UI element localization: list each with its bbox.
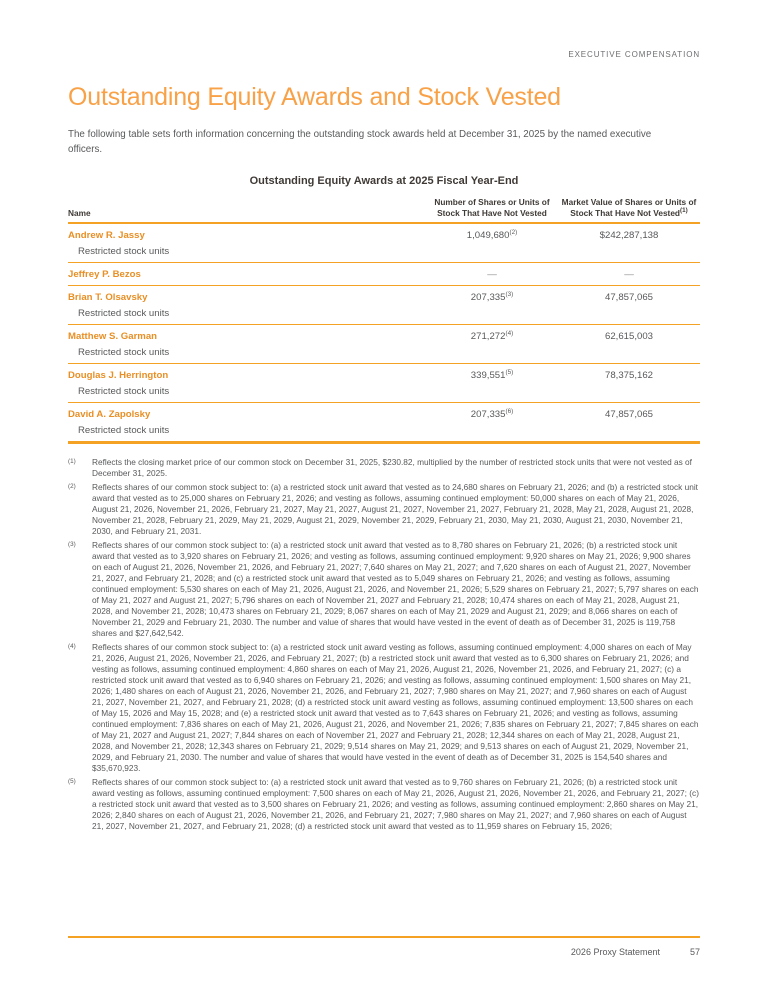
award-type-label: Restricted stock units	[78, 386, 170, 398]
footnote-ref: (1)	[68, 458, 76, 466]
award-type-label: Restricted stock units	[78, 425, 170, 437]
page-footer	[571, 947, 700, 957]
intro-paragraph: The following table sets forth information concerning the outstanding stock awards held at December 31, 2025 by the named executive officers.	[68, 129, 652, 155]
shares-value: 207,335	[470, 292, 506, 304]
market-value: 47,857,065	[604, 409, 653, 421]
footnote	[68, 642, 700, 774]
footnote-text: Reflects shares of our common stock subject to: (a) a restricted stock unit award vesting as follows, assuming continued employment: 4,000 shares on each of May 21, 2026, August 21, 2026, November 21, 2026, and February 21, 2027; (b) a restricted stock unit award that vested as to 6,300 shares on February 21, 2026; and vesting as follows, assuming continued employment: 4,860 shares on each of May 21, 2026, August 21, 2026, November 21, 2026, and February 21, 2027; (c) a restricted stock unit award that vested as to 6,940 shares on February 21, 2026; and vesting as follows, assuming continued employment: 1,500 shares on May 21, 2026; 1,480 shares on each of August 21, 2026, November 21, 2026, and February 21, 2027; 7,980 shares on May 21, 2027; and 7,960 shares on each of August 21, 2027, November 21, 2027, and February 21, 2028; (d) a restricted stock unit award vesting as follows, assuming continued employment: 13,500 shares on each of May 15, 2026 and May 15, 2028; and (e) a restricted stock unit award that vested as to 7,643 shares on February 21, 2026; and vesting as follows, assuming continued employment: 7,836 shares on each of May 21, 2026, August 21, 2026, and November 21, 2026; 7,835 shares on February 21, 2027; 7,845 shares on each of May 21, 2027 and August 21, 2027; 7,844 shares on each of November 21, 2027 and February 21, 2028; 12,344 shares on each of May 21, 2028, August 21, 2028, and November 21, 2028; 12,343 shares on February 21, 2029; 9,514 shares on May 21, 2029; and 9,513 shares on each of August 21, 2029, November 21, 2029, and February 21, 2030. The number and value of shares that would have vested in the event of death as of December 31, 2025 is 154,540 shares and $35,670,923.	[92, 642, 699, 774]
footnote-ref: (4)	[68, 643, 76, 651]
executive-name: Brian T. Olsavsky	[68, 292, 148, 304]
footnote	[68, 777, 700, 832]
market-value: $242,287,138	[599, 230, 659, 242]
shares-value: 1,049,680	[466, 230, 510, 242]
shares-not-vested	[426, 369, 558, 382]
market-value: 62,615,003	[604, 331, 653, 343]
award-type-label: Restricted stock units	[78, 246, 170, 258]
table-row	[68, 403, 700, 444]
executive-name: Andrew R. Jassy	[68, 230, 145, 242]
table-row	[68, 325, 700, 364]
footnote	[68, 540, 700, 639]
page-title: Outstanding Equity Awards and Stock Vested	[68, 83, 561, 111]
table-row	[68, 286, 700, 325]
shares-value: 271,272	[470, 331, 506, 343]
executive-name: Jeffrey P. Bezos	[68, 269, 141, 281]
footnote-text: Reflects the closing market price of our common stock on December 31, 2025, $230.82, multiplied by the number of restricted stock units that were not vested as of December 31, 2025.	[92, 457, 692, 479]
footer-label: 2026 Proxy Statement	[570, 947, 660, 957]
footnote	[68, 482, 700, 537]
footnote	[68, 457, 700, 479]
shares-value: 207,335	[470, 409, 506, 421]
shares-not-vested	[426, 408, 558, 421]
award-type-label: Restricted stock units	[78, 347, 170, 359]
executive-name: Matthew S. Garman	[68, 331, 158, 343]
shares-value: —	[487, 269, 497, 281]
shares-not-vested	[426, 330, 558, 343]
footnote-text: Reflects shares of our common stock subject to: (a) a restricted stock unit award that vested as to 24,680 shares on February 21, 2026; and (b) a restricted stock unit award that vested as to 25,000 shares on February 21, 2026; and vesting as follows, assuming continued employment: 50,000 shares on each of May 21, 2026, August 21, 2026, November 21, 2026, February 21, 2027, May 21, 2027, August 21, 2027, November 21, 2027, February 21, 2028, May 21, 2028, August 21, 2028, November 21, 2028, February 21, 2029, May 21, 2029, August 21, 2029, November 21, 2029, February 21, 2030, May 21, 2030, August 21, 2030, November 21, 2030, and February 21, 2031.	[92, 482, 698, 537]
page-number: 57	[689, 947, 700, 957]
table-title: Outstanding Equity Awards at 2025 Fiscal Year-End	[249, 175, 519, 187]
award-type-label: Restricted stock units	[78, 308, 170, 320]
shares-footnote-ref: (2)	[509, 229, 518, 236]
shares-not-vested	[426, 229, 558, 242]
footnote-text: Reflects shares of our common stock subject to: (a) a restricted stock unit award that vested as to 8,780 shares on February 21, 2026; (b) a restricted stock unit award that vested as to 3,920 shares on February 21, 2026; and vesting as follows, assuming continued employment: 9,920 shares on May 21, 2026; 9,900 shares on each of August 21, 2026, November 21, 2026, and February 21, 2027; 7,640 shares on May 21, 2027; and 7,620 shares on each of August 21, 2027, November 21, 2027, and February 21, 2028; and (c) a restricted stock unit award that vested as to 5,049 shares on February 21, 2026; and vesting as follows, assuming continued employment: 5,530 shares on each of May 21, 2026, August 21, 2026, and November 21, 2026; 5,529 shares on February 21, 2027; 5,797 shares on each of May 21, 2027 and August 21, 2027; 5,796 shares on each of November 21, 2027 and February 21, 2028; 10,474 shares on each of May 21, 2028, August 21, 2028, and November 21, 2028; 10,473 shares on February 21, 2029; 8,067 shares on each of May 21, 2029 and August 21, 2029; and 8,066 shares on each of November 21, 2029 and February 21, 2030. The number and value of shares that would have vested in the event of death as of December 31, 2025 is 119,758 shares and $27,642,542.	[92, 540, 699, 639]
footnote-text: Reflects shares of our common stock subject to: (a) a restricted stock unit award that vested as to 9,760 shares on February 21, 2026; (b) a restricted stock unit award vesting as follows, assuming continued employment: 7,500 shares on each of May 21, 2026, August 21, 2026, November 21, 2026, and February 21, 2027; (c) a restricted stock unit award that vested as to 3,500 shares on February 21, 2026; and vesting as follows, assuming continued employment: 2,860 shares on May 21, 2026; 2,840 shares on each of August 21, 2026, November 21, 2026, and February 21, 2027; 7,980 shares on May 21, 2027; and 7,960 shares on each of August 21, 2027, November 21, 2027, and February 21, 2028; (d) a restricted stock unit award that vested as to 11,959 shares on February 15, 2026;	[92, 777, 699, 832]
column-header-shares: Number of Shares or Units of Stock That Have Not Vested	[434, 197, 550, 218]
market-value: 47,857,065	[604, 292, 653, 304]
footnote-ref: (2)	[68, 483, 76, 491]
shares-footnote-ref: (3)	[505, 291, 514, 298]
column-header-market-value-text: Market Value of Shares or Units of Stock That Have Not Vested	[561, 197, 697, 218]
market-value: 78,375,162	[604, 370, 653, 382]
shares-footnote-ref: (6)	[505, 408, 514, 415]
column-header-market-value	[558, 197, 700, 218]
executive-name: Douglas J. Herrington	[68, 370, 169, 382]
executive-name: David A. Zapolsky	[68, 409, 151, 421]
footnote-ref: (5)	[68, 778, 76, 786]
table-header-row	[68, 197, 700, 224]
shares-footnote-ref: (4)	[505, 330, 514, 337]
footnotes-section	[68, 457, 700, 832]
shares-value: 339,551	[470, 370, 506, 382]
market-value: —	[624, 269, 634, 281]
shares-footnote-ref: (5)	[505, 369, 514, 376]
table-row	[68, 263, 700, 286]
column-footnote-ref: (1)	[680, 206, 688, 214]
table-row	[68, 224, 700, 263]
table-row	[68, 364, 700, 403]
column-header-name: Name	[68, 207, 91, 218]
footnote-ref: (3)	[68, 541, 76, 549]
footer-divider	[68, 936, 700, 938]
shares-not-vested	[426, 268, 558, 281]
shares-not-vested	[426, 291, 558, 304]
section-header-label: EXECUTIVE COMPENSATION	[568, 50, 700, 59]
equity-awards-table	[68, 197, 700, 444]
